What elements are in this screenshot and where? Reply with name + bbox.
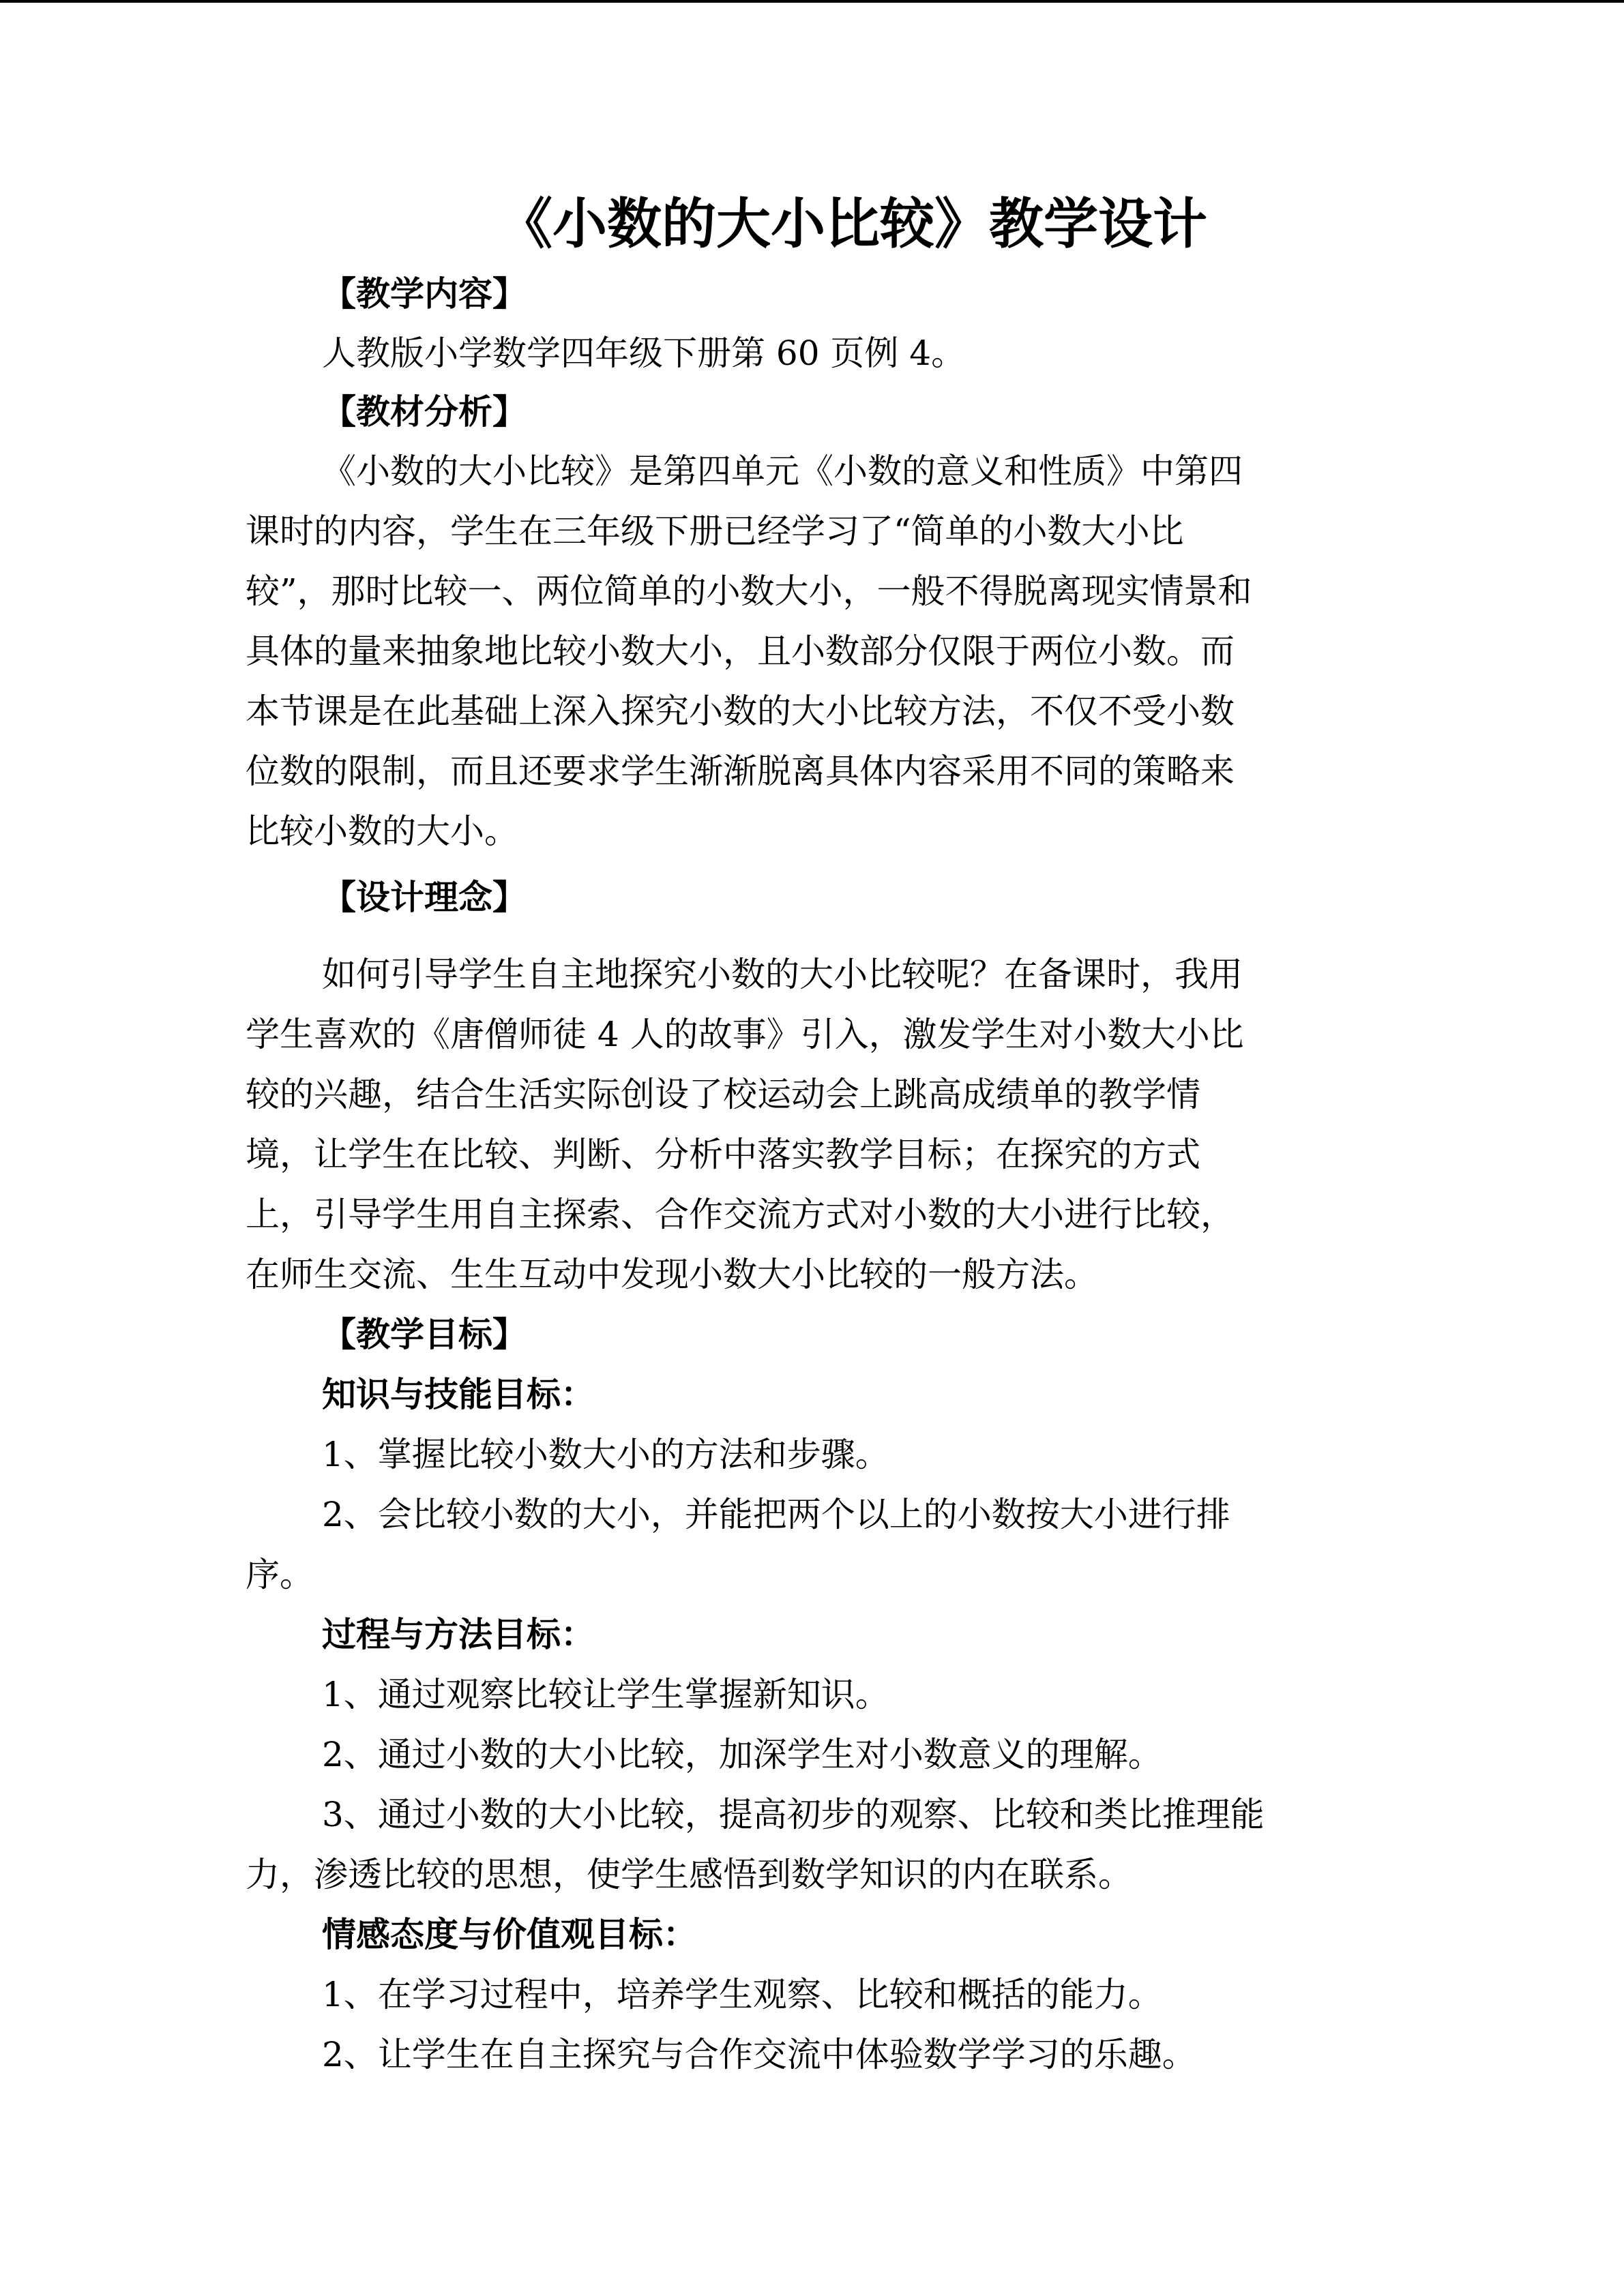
process-line: 力，渗透比较的思想，使学生感悟到数学知识的内在联系。	[246, 1855, 1132, 1894]
subheading-emotion: 情感态度与价值观目标：	[322, 1914, 697, 1954]
analysis-line: 具体的量来抽象地比较小数大小，且小数部分仅限于两位小数。而	[246, 631, 1235, 671]
section-heading-goals: 【教学目标】	[322, 1314, 527, 1354]
content-text: 人教版小学数学四年级下册第 60 页例 4。	[322, 333, 966, 373]
analysis-line: 《小数的大小比较》是第四单元《小数的意义和性质》中第四	[322, 451, 1243, 491]
concept-line: 学生喜欢的《唐僧师徒 4 人的故事》引入，激发学生对小数大小比	[246, 1015, 1244, 1054]
analysis-line: 位数的限制，而且还要求学生渐渐脱离具体内容采用不同的策略来	[246, 751, 1235, 791]
analysis-line: 较”，那时比较一、两位简单的小数大小，一般不得脱离现实情景和	[246, 571, 1252, 611]
concept-line: 如何引导学生自主地探究小数的大小比较呢？在备课时，我用	[322, 955, 1243, 994]
concept-line: 在师生交流、生生互动中发现小数大小比较的一般方法。	[246, 1255, 1098, 1294]
process-line: 3、通过小数的大小比较，提高初步的观察、比较和类比推理能	[322, 1795, 1265, 1834]
concept-line: 上，引导学生用自主探索、合作交流方式对小数的大小进行比较，	[246, 1195, 1235, 1234]
process-line: 1、通过观察比较让学生掌握新知识。	[322, 1675, 889, 1714]
top-border-line	[0, 0, 1624, 3]
page-title: 《小数的大小比较》教学设计	[498, 192, 1207, 256]
analysis-line: 本节课是在此基础上深入探究小数的大小比较方法，不仅不受小数	[246, 691, 1235, 731]
knowledge-line: 2、会比较小数的大小，并能把两个以上的小数按大小进行排	[322, 1495, 1230, 1534]
analysis-line: 课时的内容，学生在三年级下册已经学习了“简单的小数大小比	[246, 511, 1184, 551]
concept-line: 较的兴趣，结合生活实际创设了校运动会上跳高成绩单的教学情	[246, 1075, 1200, 1114]
concept-line: 境，让学生在比较、判断、分析中落实教学目标；在探究的方式	[246, 1135, 1200, 1174]
analysis-line: 比较小数的大小。	[246, 811, 518, 851]
knowledge-line: 序。	[246, 1555, 314, 1594]
section-heading-analysis: 【教材分析】	[322, 391, 527, 432]
process-line: 2、通过小数的大小比较，加深学生对小数意义的理解。	[322, 1735, 1162, 1774]
subheading-knowledge: 知识与技能目标：	[322, 1374, 595, 1414]
section-heading-concept: 【设计理念】	[322, 877, 527, 917]
knowledge-line: 1、掌握比较小数大小的方法和步骤。	[322, 1435, 889, 1474]
emotion-line: 1、在学习过程中，培养学生观察、比较和概括的能力。	[322, 1975, 1162, 2014]
subheading-process: 过程与方法目标：	[322, 1614, 595, 1654]
emotion-line: 2、让学生在自主探究与合作交流中体验数学学习的乐趣。	[322, 2035, 1196, 2074]
section-heading-content: 【教学内容】	[322, 273, 527, 314]
